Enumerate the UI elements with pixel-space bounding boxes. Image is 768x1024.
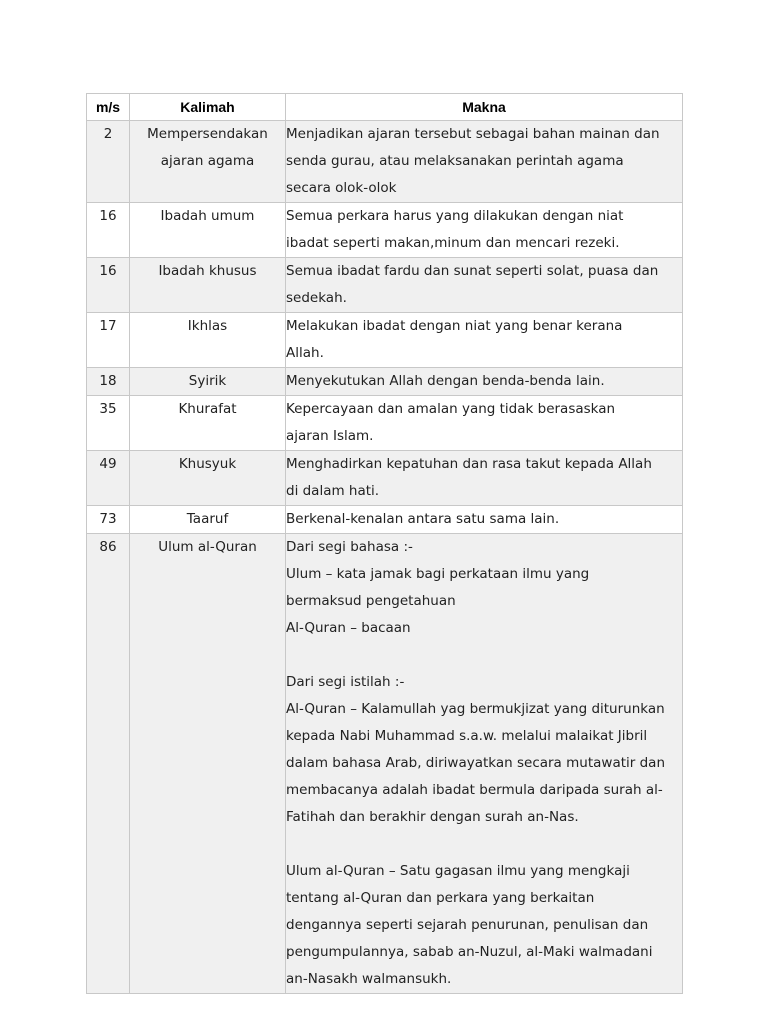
cell-ms: 73 xyxy=(87,506,130,534)
kalimah-line: Khusyuk xyxy=(178,456,237,472)
kalimah-line: ajaran agama xyxy=(160,153,255,169)
kalimah-line: Ulum al-Quran xyxy=(158,539,257,555)
table-row xyxy=(87,396,683,451)
makna-line: sedekah. xyxy=(286,290,347,306)
cell-ms: 86 xyxy=(87,534,130,994)
cell-makna xyxy=(286,313,683,368)
kalimah-line: Mempersendakan xyxy=(147,126,268,142)
makna-line: Dari segi bahasa :- xyxy=(286,539,413,555)
makna-line: kepada Nabi Muhammad s.a.w. melalui malaikat Jibril xyxy=(286,728,648,744)
makna-line: Menyekutukan Allah dengan benda-benda lain. xyxy=(286,373,605,389)
kalimah-line: Syirik xyxy=(188,373,227,389)
cell-makna xyxy=(286,368,683,396)
kalimah-line: Taaruf xyxy=(186,511,229,527)
cell-ms: 17 xyxy=(87,313,130,368)
makna-line: an-Nasakh walmansukh. xyxy=(286,971,452,987)
cell-kalimah xyxy=(130,368,286,396)
cell-makna xyxy=(286,203,683,258)
table-body xyxy=(87,121,683,994)
makna-line: membacanya adalah ibadat bermula daripada surah al- xyxy=(286,782,663,798)
makna-line: Menjadikan ajaran tersebut sebagai bahan mainan dan xyxy=(286,126,660,142)
makna-line: dengannya seperti sejarah penurunan, penulisan dan xyxy=(286,917,649,933)
table-row xyxy=(87,258,683,313)
makna-line: senda gurau, atau melaksanakan perintah agama xyxy=(286,153,624,169)
table-row xyxy=(87,451,683,506)
makna-line: Menghadirkan kepatuhan dan rasa takut kepada Allah xyxy=(286,456,652,472)
makna-line: di dalam hati. xyxy=(286,483,380,499)
table-row xyxy=(87,506,683,534)
cell-makna xyxy=(286,121,683,203)
kalimah-line: Khurafat xyxy=(178,401,237,417)
makna-line: Ulum – kata jamak bagi perkataan ilmu yang xyxy=(286,566,590,582)
cell-makna xyxy=(286,451,683,506)
makna-line: Semua ibadat fardu dan sunat seperti solat, puasa dan xyxy=(286,263,659,279)
kalimah-line: Ibadah umum xyxy=(160,208,255,224)
makna-line: Kepercayaan dan amalan yang tidak berasaskan xyxy=(286,401,616,417)
header-kalimah: Kalimah xyxy=(130,94,286,121)
cell-ms: 35 xyxy=(87,396,130,451)
cell-makna xyxy=(286,534,683,994)
makna-line: pengumpulannya, sabab an-Nuzul, al-Maki walmadani xyxy=(286,944,653,960)
cell-kalimah xyxy=(130,121,286,203)
makna-blank-line xyxy=(286,831,682,858)
table-row xyxy=(87,203,683,258)
cell-makna xyxy=(286,506,683,534)
kalimah-line: Ibadah khusus xyxy=(158,263,257,279)
makna-line: secara olok-olok xyxy=(286,180,397,196)
cell-kalimah xyxy=(130,203,286,258)
cell-makna xyxy=(286,258,683,313)
header-makna: Makna xyxy=(286,94,683,121)
makna-line: Al-Quran – bacaan xyxy=(286,620,411,636)
cell-kalimah xyxy=(130,258,286,313)
makna-line: Dari segi istilah :- xyxy=(286,674,405,690)
cell-makna xyxy=(286,396,683,451)
cell-kalimah xyxy=(130,313,286,368)
cell-kalimah xyxy=(130,396,286,451)
makna-line: tentang al-Quran dan perkara yang berkaitan xyxy=(286,890,595,906)
cell-ms: 49 xyxy=(87,451,130,506)
cell-kalimah xyxy=(130,506,286,534)
table-row xyxy=(87,368,683,396)
makna-line: Al-Quran – Kalamullah yag bermukjizat yang diturunkan xyxy=(286,701,665,717)
cell-ms: 16 xyxy=(87,203,130,258)
cell-ms: 16 xyxy=(87,258,130,313)
glossary-table xyxy=(86,93,683,994)
cell-ms: 18 xyxy=(87,368,130,396)
cell-kalimah xyxy=(130,534,286,994)
makna-line: Semua perkara harus yang dilakukan dengan niat xyxy=(286,208,624,224)
header-row xyxy=(87,94,683,121)
makna-line: ibadat seperti makan,minum dan mencari rezeki. xyxy=(286,235,620,251)
cell-kalimah xyxy=(130,451,286,506)
table-row xyxy=(87,534,683,994)
cell-ms: 2 xyxy=(87,121,130,203)
header-ms: m/s xyxy=(87,94,130,121)
makna-line: Melakukan ibadat dengan niat yang benar kerana xyxy=(286,318,623,334)
makna-line: Berkenal-kenalan antara satu sama lain. xyxy=(286,511,560,527)
kalimah-line: Ikhlas xyxy=(187,318,228,334)
makna-line: Ulum al-Quran – Satu gagasan ilmu yang mengkaji xyxy=(286,863,630,879)
makna-line: ajaran Islam. xyxy=(286,428,374,444)
makna-line: Fatihah dan berakhir dengan surah an-Nas. xyxy=(286,809,579,825)
table-row xyxy=(87,121,683,203)
table-row xyxy=(87,313,683,368)
makna-line: Allah. xyxy=(286,345,324,361)
makna-blank-line xyxy=(286,642,682,669)
makna-line: dalam bahasa Arab, diriwayatkan secara mutawatir dan xyxy=(286,755,665,771)
makna-line: bermaksud pengetahuan xyxy=(286,593,456,609)
